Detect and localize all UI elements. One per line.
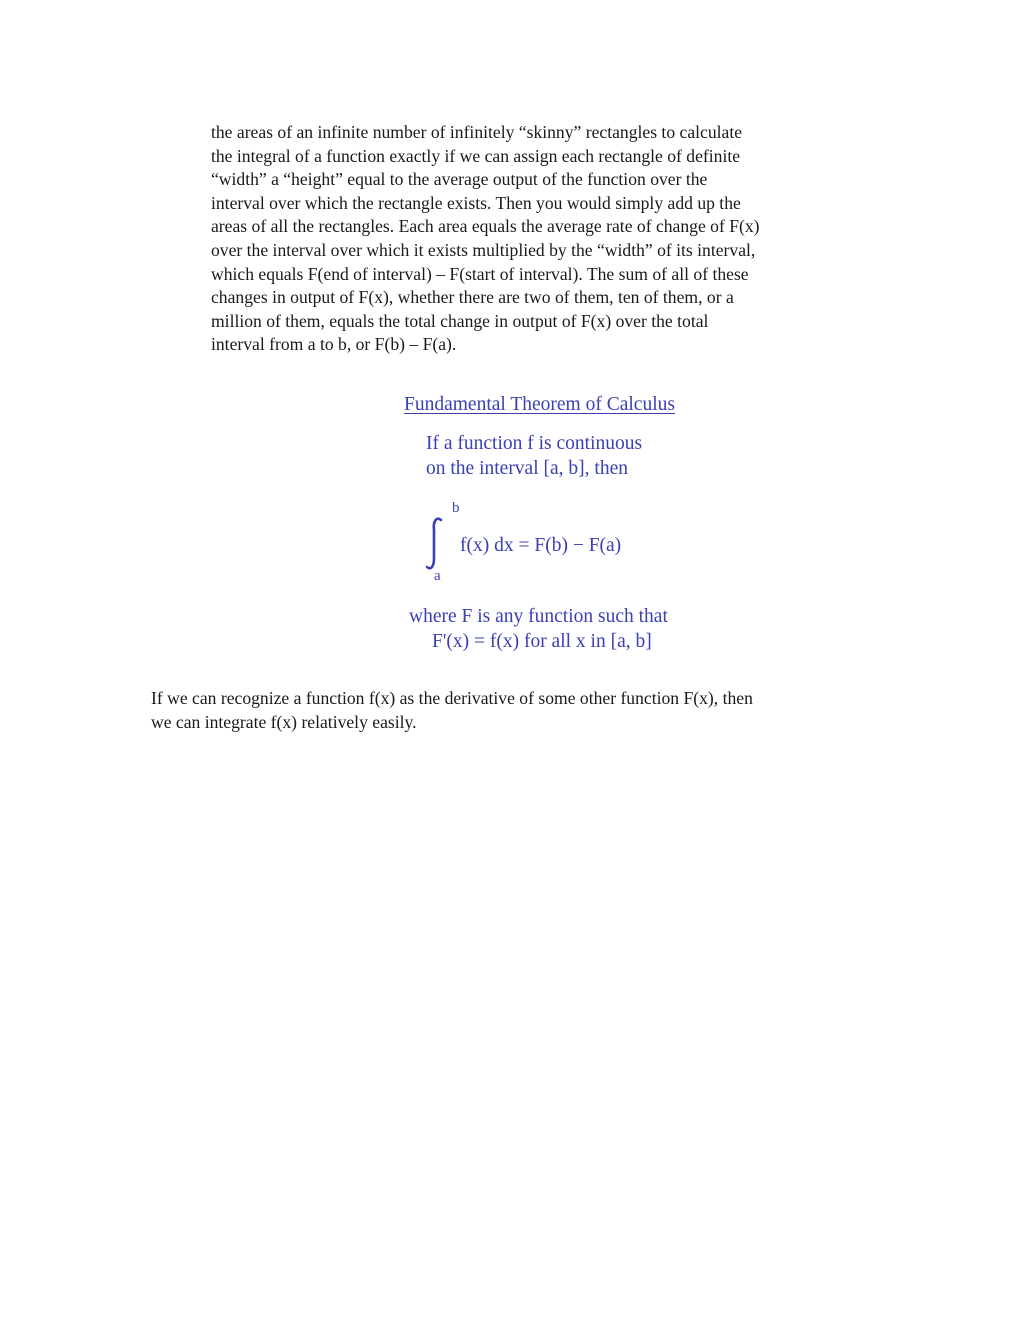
- lower-limit: a: [434, 568, 441, 584]
- paragraph-integral-explanation: [211, 121, 891, 357]
- ftc-figure: [400, 392, 730, 662]
- figure-where-line-2: F'(x) = f(x) for all x in [a, b]: [432, 631, 652, 652]
- paragraph-line: If we can recognize a function f(x) as the derivative of some other function F(x), then: [151, 688, 753, 708]
- upper-limit: b: [452, 500, 460, 516]
- figure-condition-line-1: If a function f is continuous: [426, 433, 643, 454]
- paragraph-line: million of them, equals the total change in output of F(x) over the total: [211, 310, 709, 331]
- paragraph-line: which equals F(end of interval) – F(start of interval). The sum of all of these: [211, 263, 749, 284]
- paragraph-line: changes in output of F(x), whether there are two of them, ten of them, or a: [211, 287, 734, 308]
- figure-condition-line-2: on the interval [a, b], then: [426, 458, 628, 479]
- paragraph-line: areas of all the rectangles. Each area equals the average rate of change of F(x): [211, 216, 760, 237]
- paragraph-line: over the interval over which it exists multiplied by the “width” of its interval,: [211, 239, 756, 260]
- figure-title: Fundamental Theorem of Calculus: [404, 394, 675, 415]
- integrand: f(x) dx: [460, 535, 514, 556]
- paragraph-line: the integral of a function exactly if we can assign each rectangle of definite: [211, 145, 741, 166]
- paragraph-line: interval from a to b, or F(b) – F(a).: [211, 334, 457, 355]
- equation-result: F(b) − F(a): [534, 535, 622, 556]
- paragraph-line: interval over which the rectangle exists. Then you would simply add up the: [211, 192, 741, 213]
- paragraph-recognize-derivative: [151, 687, 911, 734]
- paragraph-line: “width” a “height” equal to the average output of the function over the: [211, 169, 708, 190]
- paragraph-line: we can integrate f(x) relatively easily.: [151, 711, 417, 732]
- figure-where-line-1: where F is any function such that: [409, 606, 668, 627]
- paragraph-line: the areas of an infinite number of infinitely “skinny” rectangles to calculate: [211, 122, 743, 142]
- integral-equation: [460, 535, 621, 557]
- integral-sign-icon: [424, 516, 446, 572]
- equals-sign: =: [518, 535, 530, 556]
